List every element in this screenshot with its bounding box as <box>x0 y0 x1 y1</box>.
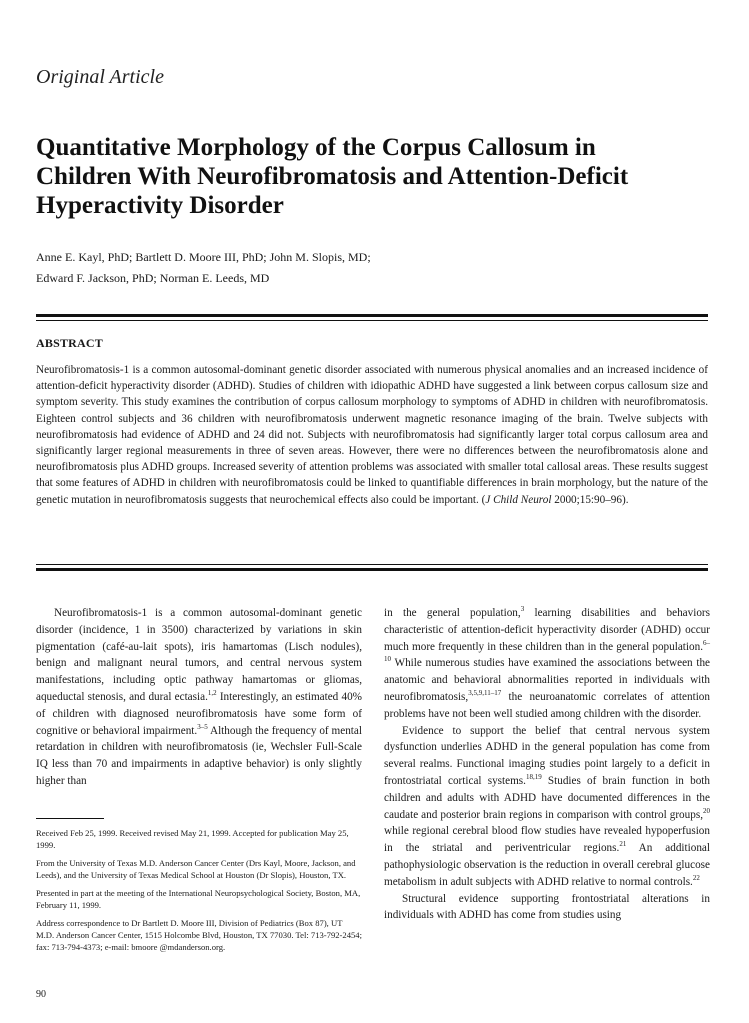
footnote-received: Received Feb 25, 1999. Received revised May 21, 1999. Accepted for publication May 25, 1999. <box>36 828 349 850</box>
body-text: while regional cerebral blood flow studies have revealed hypoperfusion in the striatal and periventricular regions. <box>384 825 710 855</box>
abstract-citation-rest: 2000;15:90–96). <box>551 493 629 506</box>
reference-marker: 6–10 <box>384 638 710 664</box>
footnote-correspondence: Address correspondence to Dr Bartlett D. Moore III, Division of Pediatrics (Box 87), UT M.D. Anderson Cancer Center, 1515 Holcombe Blvd, Houston, TX 77030. Tel: 713-792-2454; fax: 713-794-4373; e-mail: bmoore @mdanderson.org. <box>36 918 362 952</box>
authors-line-2: Edward F. Jackson, PhD; Norman E. Leeds, MD <box>36 271 270 285</box>
abstract-bottom-rule-thick <box>36 568 708 571</box>
reference-marker: 20 <box>703 806 710 815</box>
abstract-heading: ABSTRACT <box>36 336 103 350</box>
reference-marker: 3 <box>520 605 525 613</box>
body-text: the neuroanatomic correlates of attention problems have not been well studied among children with the disorder. <box>384 690 710 720</box>
abstract-citation-journal: J Child Neurol <box>485 493 552 506</box>
abstract-body <box>36 362 708 508</box>
abstract-text: Neurofibromatosis-1 is a common autosomal-dominant genetic disorder associated with numerous physical anomalies and an increased incidence of attention-deficit hyperactivity disorder (ADHD). Studies of children with idiopathic ADHD have suggested a link between corpus callosum size and symptom severity. This study examines the contribution of corpus callosum morphology to symptoms of ADHD in children with neurofibromatosis. Eighteen control subjects and 36 children with neurofibromatosis underwent magnetic resonance imaging of the brain. Twelve subjects with neurofibromatosis had evidence of ADHD and 24 did not. Subjects with neurofibromatosis had significantly larger total corpus callosum area and significantly larger regional measurements in three of seven areas. However, there were no differences between the neurofibromatosis alone and neurofibromatosis plus ADHD groups. Increased severity of attention problems was associated with smaller total callosal areas. These results suggest that some features of ADHD in children with neurofibromatosis could be linked to quantifiable differences in brain morphology, but the nature of the genetic mutation in neurofibromatosis suggests that neurochemical effects also could be important. ( <box>36 364 708 506</box>
footnote-affiliation: From the University of Texas M.D. Anderson Cancer Center (Drs Kayl, Moore, Jackson, and Leeds), and the University of Texas Medical School at Houston (Dr Slopis), Houston, TX. <box>36 858 356 880</box>
body-text: Studies of brain function in both children and adults with ADHD have documented differences in the caudate and posterior brain regions in comparison with control groups, <box>384 774 710 821</box>
body-column-left <box>36 605 362 790</box>
abstract-top-rule-thick <box>36 314 708 317</box>
body-paragraph: Structural evidence supporting frontostriatal alterations in individuals with ADHD has come from studies using <box>384 892 710 922</box>
body-text: learning disabilities and behaviors characteristic of attention-deficit hyperactivity disorder (ADHD) occur much more frequently in these children than in the general population. <box>384 607 710 653</box>
body-text: Evidence to support the belief that central nervous system dysfunction underlies ADHD in the general population has come from several realms. Functional imaging studies point largely to a deficit in frontostriatal cortical systems. <box>384 724 710 787</box>
body-text: in the general population, <box>384 607 521 619</box>
body-text: Although the frequency of mental retardation in children with neurofibromatosis (ie, Wechsler Full-Scale IQ less than 70 and impairments in adaptive behavior) is only slightly higher than <box>36 724 362 787</box>
body-text: Neurofibromatosis-1 is a common autosomal-dominant genetic disorder (incidence, 1 in 3500) characterized by variations in skin pigmentation (café-au-lait spots), iris hamartomas (Lisch nodules), benign and malignant neural tumors, and central nervous system manifestations, including optic pathway hamartomas or gliomas, aqueductal stenosis, and dural ectasia. <box>36 607 362 703</box>
footnote-presented: Presented in part at the meeting of the International Neuropsychological Society, Boston, MA, February 11, 1999. <box>36 888 361 910</box>
reference-marker: 21 <box>619 840 627 849</box>
reference-marker: 3,5,9,11–17 <box>468 688 502 697</box>
reference-marker: 18,19 <box>525 772 542 781</box>
body-paragraph <box>384 605 710 723</box>
section-label: Original Article <box>36 66 164 88</box>
abstract-top-rule-thin <box>36 320 708 321</box>
author-list <box>36 247 696 289</box>
authors-line-1: Anne E. Kayl, PhD; Bartlett D. Moore III, PhD; John M. Slopis, MD; <box>36 250 371 264</box>
body-paragraph <box>36 605 362 790</box>
body-text: While numerous studies have examined the associations between the anatomic and behavioral abnormalities reported in individuals with neurofibromatosis, <box>384 657 710 703</box>
reference-marker: 22 <box>692 873 700 882</box>
reference-marker: 3–5 <box>197 722 208 731</box>
footnotes <box>36 827 362 959</box>
body-paragraph <box>384 723 710 891</box>
body-text: Interestingly, an estimated 40% of children with diagnosed neurofibromatosis have some form of cognitive or behavioral impairment. <box>36 690 362 737</box>
article-title: Quantitative Morphology of the Corpus Callosum in Children With Neurofibromatosis and Attention-Deficit Hyperactivity Disorder <box>36 134 629 219</box>
page-number: 90 <box>36 989 46 1000</box>
body-column-right <box>384 605 710 924</box>
body-text: An additional pathophysiologic observation is the reduction in overall cerebral glucose metabolism in adult subjects with ADHD relative to normal controls. <box>384 842 711 888</box>
reference-marker: 1,2 <box>207 688 217 697</box>
abstract-bottom-rule-thin <box>36 564 708 565</box>
footnote-rule <box>36 818 104 819</box>
